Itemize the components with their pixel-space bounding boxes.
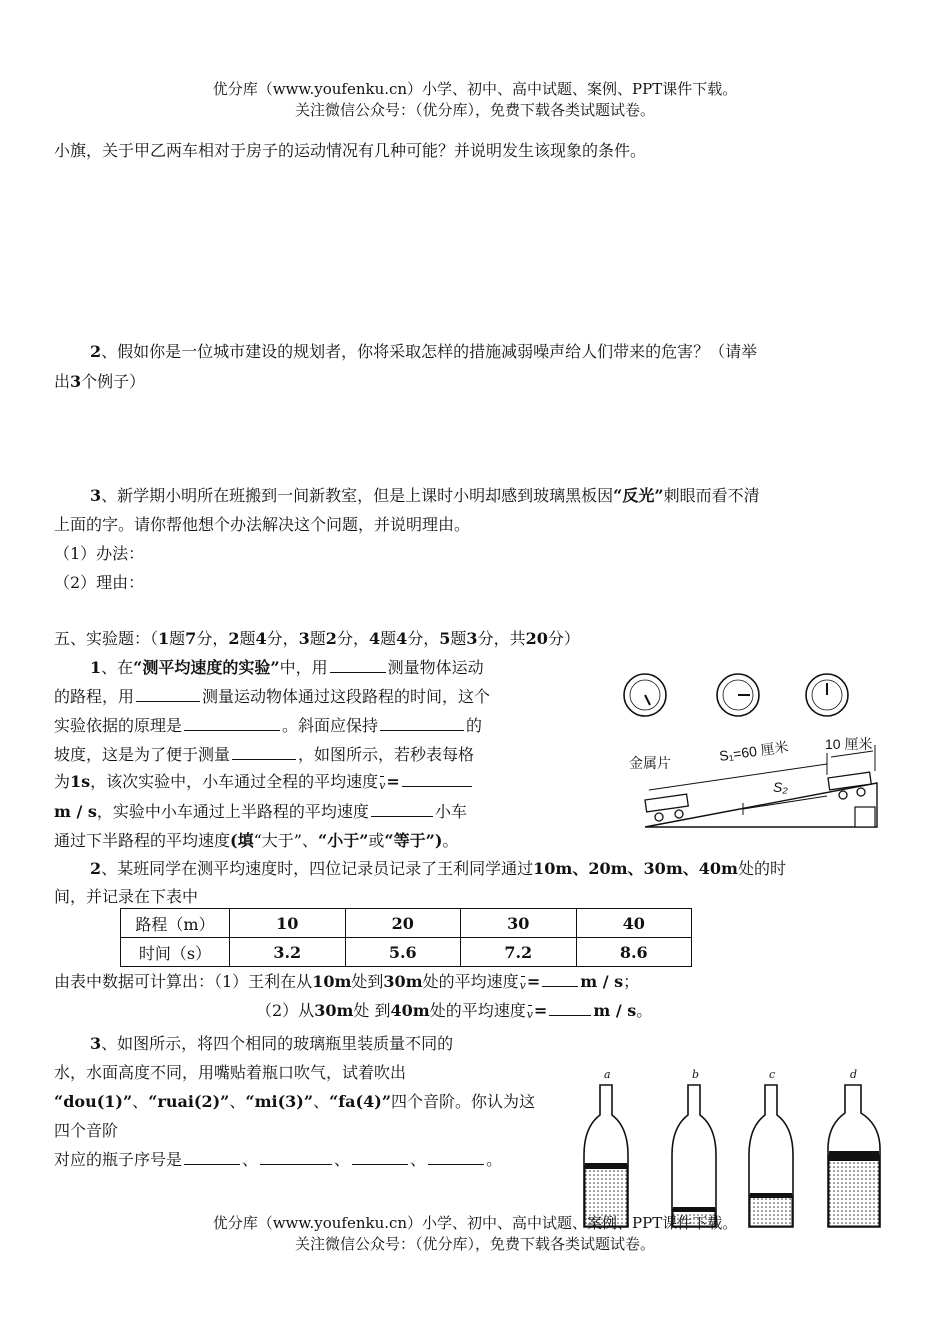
bottle-label: d — [850, 1068, 858, 1081]
experiment-3-line-1: 3、如图所示，将四个相同的玻璃瓶里装质量不同的 — [90, 1034, 454, 1053]
label-s1: S₁=60 厘米 — [718, 738, 790, 764]
table-row — [121, 909, 692, 938]
question-2-line-2: 出3个例子） — [54, 372, 146, 391]
bottle-c — [749, 1085, 793, 1227]
answer-blank[interactable] — [330, 658, 386, 673]
stopwatch-icon — [624, 674, 666, 716]
experiment-3-line-3: “dou(1)”、“ruai(2)”、“mi(3)”、“fa(4)”四个音阶。你认为这 — [54, 1092, 536, 1111]
table-header-time: 时间（s） — [121, 938, 230, 967]
experiment-1-line-2: 的路程，用 测量运动物体通过这段路程的时间，这个 — [54, 687, 491, 706]
experiment-1-line-7: 通过下半路程的平均速度(填“大于”、“小于”或“等于”)。 — [54, 831, 459, 850]
experiment-3-line-5: 对应的瓶子序号是 、 、 、 。 — [54, 1150, 503, 1169]
experiment-2-calc-2: （2）从30m处 到40m处的平均速度v= m / s。 — [256, 1001, 653, 1021]
answer-blank[interactable] — [428, 1150, 484, 1165]
question-continued: 小旗，关于甲乙两车相对于房子的运动情况有几种可能？并说明发生该现象的条件。 — [54, 141, 647, 160]
answer-blank[interactable] — [352, 1150, 408, 1165]
answer-blank[interactable] — [549, 1001, 591, 1016]
experiment-1-line-3: 实验依据的原理是 。斜面应保持 的 — [54, 716, 483, 735]
section-5-title: 五、实验题：（1题7分，2题4分，3题2分，4题4分，5题3分，共20分） — [54, 629, 580, 648]
answer-blank[interactable] — [402, 772, 472, 787]
experiment-3-line-4: 四个音阶 — [54, 1121, 119, 1140]
answer-blank[interactable] — [380, 716, 464, 731]
experiment-2-line-2: 间，并记录在下表中 — [54, 887, 199, 906]
bottle-b — [672, 1085, 716, 1227]
bottles-figure — [580, 1065, 900, 1235]
table-cell: 30 — [461, 909, 577, 938]
experiment-2-line-1: 2、某班同学在测平均速度时，四位记录员记录了王利同学通过10m、20m、30m、40m处的时 — [90, 859, 786, 878]
bottle-label: b — [692, 1068, 700, 1081]
question-2-line-1: 2、假如你是一位城市建设的规划者，你将采取怎样的措施减弱噪声给人们带来的危害？（请举 — [90, 342, 758, 361]
table-cell: 3.2 — [230, 938, 346, 967]
label-10cm: 10 厘米 — [825, 736, 873, 752]
bottle-a — [584, 1085, 628, 1227]
experiment-1-line-6: m / s，实验中小车通过上半路程的平均速度 小车 — [54, 802, 467, 821]
header-line-2: 关注微信公众号：（优分库），免费下载各类试题试卷。 — [294, 101, 655, 119]
stopwatch-icon — [806, 674, 848, 716]
table-header-distance: 路程（m） — [121, 909, 230, 938]
answer-blank[interactable] — [184, 716, 280, 731]
table-row — [121, 938, 692, 967]
answer-blank[interactable] — [260, 1150, 332, 1165]
answer-blank[interactable] — [184, 1150, 240, 1165]
question-3-reason: （2）理由： — [54, 573, 145, 592]
experiment-1-line-4: 坡度，这是为了便于测量 ，如图所示，若秒表每格 — [54, 745, 475, 764]
answer-blank[interactable] — [232, 745, 296, 760]
experiment-3-line-2: 水，水面高度不同，用嘴贴着瓶口吹气，试着吹出 — [54, 1063, 407, 1082]
record-table — [120, 908, 692, 967]
label-s2: S₂ — [773, 779, 788, 795]
answer-blank[interactable] — [136, 687, 200, 702]
table-cell: 7.2 — [461, 938, 577, 967]
support-block — [855, 807, 875, 827]
incline-figure — [615, 665, 915, 835]
table-cell: 10 — [230, 909, 346, 938]
label-metal: 金属片 — [629, 755, 671, 771]
table-cell: 20 — [345, 909, 461, 938]
question-3-method: （1）办法： — [54, 544, 145, 563]
bottle-label: c — [769, 1068, 776, 1081]
bottle-d — [828, 1085, 880, 1227]
experiment-2-calc-1: 由表中数据可计算出：（1）王利在从10m处到30m处的平均速度v= m / s； — [54, 972, 640, 992]
experiment-1-line-1: 1、在“测平均速度的实验”中，用 测量物体运动 — [90, 658, 484, 677]
stopwatch-icon — [717, 674, 759, 716]
question-3-line-1: 3、新学期小明所在班搬到一间新教室，但是上课时小明却感到玻璃黑板因“反光”刺眼而看不清 — [90, 486, 760, 505]
footer-line-1: 优分库（www.youfenku.cn）小学、初中、高中试题、案例、PPT课件下载。 — [212, 1214, 738, 1232]
bottle-label: a — [604, 1068, 611, 1081]
answer-blank[interactable] — [371, 802, 433, 817]
table-cell: 5.6 — [345, 938, 461, 967]
experiment-1-line-5: 为1s，该次实验中，小车通过全程的平均速度v= — [54, 769, 474, 792]
cart-start — [645, 794, 688, 821]
answer-blank[interactable] — [542, 972, 578, 987]
header-line-1: 优分库（www.youfenku.cn）小学、初中、高中试题、案例、PPT课件下载。 — [212, 80, 738, 98]
footer-line-2: 关注微信公众号：（优分库），免费下载各类试题试卷。 — [294, 1235, 655, 1253]
table-cell: 40 — [576, 909, 692, 938]
table-cell: 8.6 — [576, 938, 692, 967]
cart-end — [828, 772, 871, 799]
question-3-line-2: 上面的字。请你帮他想个办法解决这个问题，并说明理由。 — [54, 515, 471, 534]
